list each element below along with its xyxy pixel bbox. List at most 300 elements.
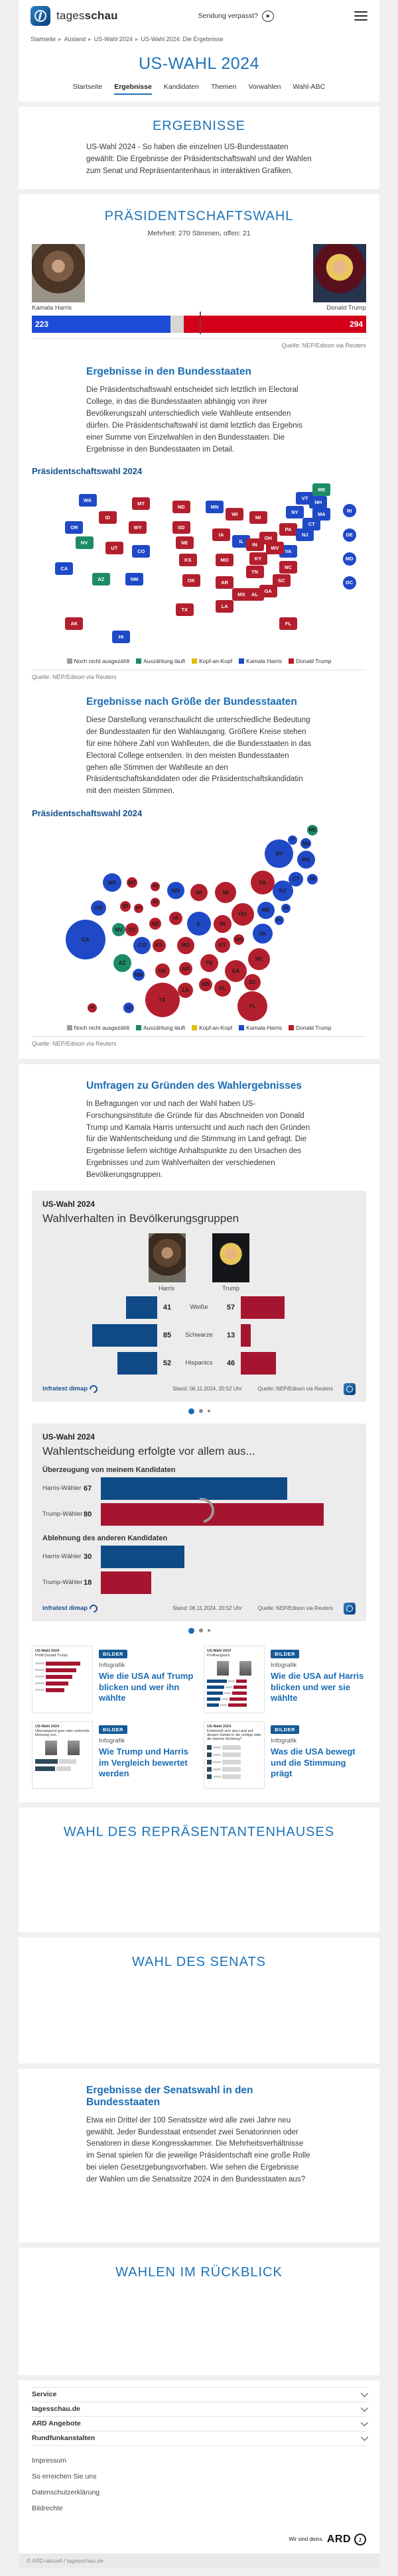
- bubble-TX[interactable]: TX: [145, 983, 180, 1017]
- sendung-verpasst-link[interactable]: [198, 11, 274, 22]
- bubble-MS[interactable]: MS: [199, 978, 212, 991]
- state-AZ[interactable]: AZ: [92, 573, 110, 585]
- voter-group-label: Harris-Wähler: [42, 1485, 82, 1493]
- teaser-thumbnail: [204, 1646, 265, 1713]
- breadcrumb-separator: ▸: [135, 36, 139, 42]
- ergebnisse-intro-text: US-Wahl 2024 - So haben die einzelnen US-Bundesstaaten gewählt: Die Ergebnisse der Präsidentschaftswahl und der Wahlen zum Senat und Repräsentantenhaus in interaktiven Grafiken.: [86, 143, 312, 175]
- bubble-IN[interactable]: IN: [214, 915, 232, 933]
- thumb-caption: US-Wahl 2024: [207, 1724, 232, 1729]
- state-NH[interactable]: NH: [309, 496, 327, 509]
- state-OK[interactable]: OK: [182, 574, 200, 587]
- state-WV[interactable]: WV: [266, 542, 284, 554]
- state-LA[interactable]: LA: [216, 600, 233, 613]
- footer-accordion-tagesschau-de[interactable]: [32, 2402, 366, 2417]
- legend-swatch: [136, 658, 141, 664]
- trump-column-label: Trump: [222, 1284, 239, 1292]
- site-footer: [19, 2380, 379, 2568]
- state-WI[interactable]: WI: [226, 508, 243, 521]
- bubble-IL[interactable]: IL: [187, 912, 211, 936]
- ergebnisse-heading: ERGEBNISSE: [152, 119, 246, 133]
- legend-item-tight: [192, 1024, 232, 1031]
- state-VA[interactable]: VA: [279, 545, 297, 558]
- thumb-caption2: Überwiegend gute oder schlechte Meinung von...: [35, 1729, 90, 1737]
- kamala-harris-photo: [32, 244, 85, 302]
- teaser-text: [99, 1721, 194, 1789]
- carousel-dot[interactable]: [199, 1409, 203, 1413]
- us-states-bubble-cartogram: [32, 822, 366, 1018]
- harris-column-label: Harris: [159, 1284, 175, 1292]
- bubble-MO[interactable]: MO: [177, 937, 194, 954]
- state-FL[interactable]: FL: [279, 617, 297, 630]
- harris-bar: [101, 1477, 287, 1500]
- bubble-legend: [19, 1024, 379, 1031]
- legend-swatch: [192, 658, 197, 664]
- legend-swatch: [136, 1025, 141, 1030]
- state-WY[interactable]: WY: [129, 521, 147, 534]
- legend-label: Noch nicht ausgezählt: [74, 658, 130, 665]
- trump-bar: [241, 1352, 276, 1375]
- size-results-heading: Ergebnisse nach Größe der Bundesstaaten: [86, 696, 297, 708]
- footer-accordion-service[interactable]: [32, 2387, 366, 2402]
- sendung-verpasst-label: Sendung verpasst?: [198, 12, 259, 20]
- bubble-CO[interactable]: CO: [133, 937, 151, 954]
- carousel-dot-active[interactable]: [188, 1628, 194, 1634]
- bubble-NY[interactable]: NY: [265, 839, 293, 868]
- state-HI[interactable]: HI: [112, 631, 130, 643]
- map-chart-label: Präsidentschaftswahl 2024: [32, 466, 143, 477]
- rueckblick-card: [19, 2248, 379, 2375]
- legend-swatch: [239, 658, 244, 664]
- footer-accordion-rundfunkanstalten[interactable]: [32, 2431, 366, 2446]
- teaser-title[interactable]: Wie Trump und Harris im Vergleich bewertet werden: [99, 1746, 188, 1779]
- legend-swatch: [289, 1025, 294, 1030]
- teaser-title[interactable]: Wie die USA auf Trump blicken und wer ihn wählte: [99, 1670, 194, 1703]
- bubble-NC[interactable]: NC: [248, 948, 270, 970]
- legend-label: Auszählung läuft: [143, 1024, 186, 1031]
- bubble-AR[interactable]: AR: [179, 962, 192, 975]
- harris-bar: [117, 1352, 157, 1375]
- bubble-OH[interactable]: OH: [232, 903, 254, 926]
- state-RI[interactable]: RI: [343, 504, 356, 517]
- legend-label: Kopf-an-Kopf: [199, 658, 233, 665]
- tab-ergebnisse[interactable]: Ergebnisse: [114, 83, 152, 95]
- bubble-OR[interactable]: OR: [91, 900, 106, 916]
- ergebnisse-card: [19, 107, 379, 189]
- tab-vorwahlen[interactable]: Vorwahlen: [248, 83, 281, 91]
- state-UT[interactable]: UT: [105, 542, 123, 554]
- footer-link[interactable]: Bildrechte: [32, 2504, 63, 2512]
- state-OH[interactable]: OH: [259, 532, 277, 544]
- teaser-text: [99, 1646, 194, 1713]
- legend-swatch: [67, 1025, 72, 1030]
- bubble-MN[interactable]: MN: [167, 882, 184, 899]
- bubble-KS[interactable]: KS: [153, 939, 166, 952]
- bubble-MT[interactable]: MT: [127, 877, 137, 888]
- tab-themen[interactable]: Themen: [210, 83, 237, 91]
- trump-mini-photo: [212, 1233, 249, 1282]
- group-label: Hispanics: [185, 1359, 213, 1367]
- footer-link[interactable]: Datenschutzerklärung: [32, 2488, 100, 2496]
- tagesschau-mini-logo: [344, 1603, 356, 1615]
- trump-value: 13: [226, 1331, 235, 1339]
- bilder-badge: BILDER: [99, 1725, 127, 1734]
- state-CO[interactable]: CO: [132, 545, 150, 558]
- bubble-DE[interactable]: DE: [281, 904, 291, 913]
- bubble-RI[interactable]: RI: [307, 874, 318, 885]
- bubble-WA[interactable]: WA: [103, 873, 121, 892]
- accordion-label: Rundfunkanstalten: [32, 2434, 96, 2443]
- bubble-TN[interactable]: TN: [200, 954, 218, 972]
- legend-label: Kopf-an-Kopf: [199, 1024, 233, 1031]
- candidate-row: [32, 244, 366, 316]
- bubble-AZ[interactable]: AZ: [113, 954, 131, 972]
- senat-heading: WAHL DES SENATS: [131, 1954, 267, 1969]
- umfragen-heading: Umfragen zu Gründen des Wahlergebnisses: [86, 1080, 302, 1091]
- footer-accordion-ard-angebote[interactable]: [32, 2417, 366, 2431]
- bubble-KY[interactable]: KY: [215, 938, 230, 953]
- chevron-down-icon: [361, 2419, 368, 2426]
- bubble-MD[interactable]: MD: [257, 902, 275, 919]
- harris-mini-photo: [149, 1233, 186, 1282]
- state-TN[interactable]: TN: [246, 566, 264, 578]
- state-MO[interactable]: MO: [216, 554, 233, 566]
- teaser-item[interactable]: [32, 1721, 194, 1789]
- breadcrumb-item[interactable]: US-Wahl 2024: Die Ergebnisse: [141, 36, 224, 42]
- state-MN[interactable]: MN: [206, 501, 224, 513]
- teaser-thumbnail: [204, 1721, 265, 1789]
- trump-name: Donald Trump: [326, 304, 366, 312]
- legend-swatch: [289, 658, 294, 664]
- harris-segment: [32, 316, 170, 333]
- teaser-text: [271, 1721, 366, 1789]
- legend-item-tight: [192, 658, 232, 664]
- teaser-type-label: Infografik: [271, 1737, 297, 1745]
- bubble-WV[interactable]: WV: [233, 934, 244, 945]
- group-label: Weiße: [190, 1304, 208, 1312]
- demographics-chart: [42, 1296, 356, 1375]
- carousel-dot[interactable]: [208, 1629, 210, 1632]
- teaser-thumbnail: [32, 1721, 93, 1789]
- legend-item-harris: [239, 658, 282, 664]
- voter-group-value: 80: [84, 1510, 92, 1518]
- ard-one-icon: 1: [353, 2532, 367, 2546]
- hero: [19, 48, 379, 101]
- bubble-GA[interactable]: GA: [225, 960, 247, 982]
- senatswahl-heading: Ergebnisse der Senatswahl in den Bundesstaaten: [86, 2084, 253, 2108]
- state-IL[interactable]: IL: [232, 535, 250, 548]
- demographics-row: [42, 1323, 356, 1347]
- chevron-down-icon: [361, 2433, 368, 2441]
- state-AL[interactable]: AL: [246, 588, 264, 601]
- bubble-OK[interactable]: OK: [155, 963, 170, 978]
- senatswahl-ergebnisse-card: [19, 2069, 379, 2242]
- state-MS[interactable]: MS: [232, 588, 250, 601]
- harris-name: Kamala Harris: [32, 304, 72, 312]
- bubble-ID[interactable]: ID: [120, 901, 131, 912]
- source-note: Quelle: NEP/Edison via Reuters: [281, 342, 366, 349]
- us-states-map: [32, 480, 366, 651]
- bubble-MI[interactable]: MI: [215, 882, 236, 903]
- trump-bar: [241, 1296, 285, 1319]
- state-WA[interactable]: WA: [79, 494, 97, 507]
- state-GA[interactable]: GA: [259, 585, 277, 597]
- bubble-NE[interactable]: NE: [149, 918, 161, 930]
- legend-label: Kamala Harris: [246, 1024, 283, 1031]
- states-results-text: Die Präsidentschaftswahl entscheidet sich letztlich im Electoral College, in das die Bundesstaaten abhängig von ihrer Bevölkerungszahl unterschiedlich viele Wahlleute entsenden dürfen. Die Präsidentschaftswahl ist damit letztlich das Ergebnis einer Summe von Einzelwahlen in den Bundesstaaten. Die Ergebnisse in den Bundesstaaten im Detail.: [86, 386, 302, 454]
- motivation-row: [42, 1477, 356, 1501]
- teaser-type-label: Infografik: [271, 1661, 297, 1669]
- bilder-badge: BILDER: [271, 1650, 299, 1658]
- site-header: [19, 0, 379, 32]
- bubble-AK[interactable]: AK: [88, 1003, 97, 1012]
- state-MA[interactable]: MA: [312, 508, 330, 521]
- breadcrumb-item[interactable]: Startseite: [31, 36, 56, 42]
- legend-item-undecided: [67, 658, 130, 664]
- donald-trump-photo: [313, 244, 366, 302]
- ard-claim: Wir sind deins.: [289, 2536, 324, 2543]
- breadcrumb-item[interactable]: Ausland: [64, 36, 86, 42]
- infratest-dimap-logo: infratest dimap: [42, 1605, 98, 1613]
- infographic2-kicker: US-Wahl 2024: [42, 1432, 95, 1441]
- bubble-NH[interactable]: NH: [300, 838, 311, 849]
- infographic1-kicker: US-Wahl 2024: [42, 1199, 95, 1209]
- trump-electoral-votes: 294: [349, 320, 363, 330]
- state-VT[interactable]: VT: [296, 492, 314, 505]
- harris-bar: [92, 1324, 157, 1347]
- praesidentschaftswahl-card: [19, 194, 379, 1059]
- voter-group-label: Trump-Wähler: [42, 1510, 83, 1518]
- praesidentschaftswahl-heading: PRÄSIDENTSCHAFTSWAHL: [104, 209, 294, 224]
- trump-value: 57: [226, 1303, 235, 1312]
- state-NY[interactable]: NY: [286, 506, 304, 519]
- voter-group-value: 67: [84, 1484, 92, 1493]
- stand-note: Stand: 06.11.2024, 20:52 Uhr: [172, 1605, 242, 1612]
- state-MT[interactable]: MT: [132, 497, 150, 510]
- tab-kandidaten[interactable]: Kandidaten: [163, 83, 199, 91]
- majority-marker: [200, 312, 201, 334]
- state-NM[interactable]: NM: [125, 573, 143, 585]
- state-AR[interactable]: AR: [216, 576, 233, 589]
- legend-item-undecided: [67, 1024, 130, 1031]
- group-label: Schwarze: [185, 1331, 213, 1339]
- infratest-dimap-logo: infratest dimap: [42, 1385, 98, 1393]
- state-NJ[interactable]: NJ: [296, 528, 314, 541]
- state-DC[interactable]: DC: [343, 576, 356, 589]
- state-NV[interactable]: NV: [76, 536, 94, 549]
- thumb-caption: US-Wahl 2024: [35, 1648, 60, 1653]
- bubble-FL[interactable]: FL: [237, 991, 267, 1021]
- infographic1-title: Wahlverhalten in Bevölkerungsgruppen: [42, 1211, 239, 1225]
- bubble-source-note: Quelle: NEP/Edison via Reuters: [32, 1040, 117, 1047]
- bubble-NM[interactable]: NM: [133, 969, 145, 981]
- legend-label: Kamala Harris: [246, 658, 283, 665]
- harris-value: 85: [163, 1331, 172, 1339]
- voter-group-value: 18: [84, 1578, 92, 1587]
- infographic-wahlentscheidung: [32, 1424, 366, 1621]
- bubble-HI[interactable]: HI: [123, 1003, 134, 1013]
- harris-electoral-votes: 223: [35, 320, 49, 330]
- state-SC[interactable]: SC: [273, 574, 291, 587]
- teaser-grid: [32, 1646, 366, 1789]
- accordion-label: Service: [32, 2390, 57, 2399]
- ard-wordmark: ARD: [326, 2533, 351, 2545]
- thumb-caption2: Profilvergleich: [207, 1653, 230, 1658]
- teaser-title[interactable]: Was die USA bewegt und die Stimmung prägt: [271, 1746, 356, 1779]
- state-KS[interactable]: KS: [179, 554, 197, 566]
- bubble-DC[interactable]: DC: [275, 916, 284, 925]
- state-IA[interactable]: IA: [212, 528, 230, 541]
- tagesschau-mini-logo: [344, 1383, 356, 1395]
- open-segment: [170, 316, 184, 333]
- bubble-WI[interactable]: WI: [190, 884, 208, 901]
- thumb-caption2: Entwickelt sich das Land auf diesem Gebiet in die richtige oder die falsche Richtung?: [207, 1729, 261, 1741]
- harris-value: 41: [163, 1303, 172, 1312]
- chevron-down-icon: [361, 2404, 368, 2412]
- bubble-IA[interactable]: IA: [169, 912, 182, 925]
- bubble-UT[interactable]: UT: [125, 923, 139, 936]
- chevron-down-icon: [361, 2390, 368, 2397]
- motivation-row: [42, 1571, 356, 1595]
- rueckblick-heading: WAHLEN IM RÜCKBLICK: [115, 2264, 283, 2280]
- bubble-NJ[interactable]: NJ: [273, 881, 293, 901]
- state-KY[interactable]: KY: [249, 552, 267, 565]
- state-TX[interactable]: TX: [176, 603, 194, 616]
- bubble-AL[interactable]: AL: [214, 980, 231, 997]
- motivation-chart: [42, 1466, 356, 1595]
- teaser-text: [271, 1646, 366, 1713]
- legend-item-trump: [289, 658, 331, 664]
- footer-links: [32, 2453, 366, 2516]
- umfragen-text: In Befragungen vor und nach der Wahl haben US-Forschungsinstitute die Gründe für das Abschneiden von Donald Trump und Kamala Harris untersucht und auch nach den Gründen für die Wahlentscheidung und die Stimmung im Land gefragt. Die Ergebnisse liefern wichtige Anhaltspunkte zu den Ursachen des Ergebnisses und zum Wahlverhalten der verschiedenen Bevölkerungsgruppen.: [86, 1100, 310, 1179]
- footer-link[interactable]: So erreichen Sie uns: [32, 2472, 97, 2481]
- play-icon[interactable]: ▶: [262, 11, 274, 22]
- breadcrumb-separator: ▸: [88, 36, 92, 42]
- state-MD[interactable]: MD: [343, 552, 356, 566]
- map-source-note: Quelle: NEP/Edison via Reuters: [32, 674, 117, 681]
- bubble-MA[interactable]: MA: [297, 851, 315, 869]
- page-title: US-WAHL 2024: [139, 54, 259, 73]
- majority-note: Mehrheit: 270 Stimmen, offen: 21: [147, 229, 251, 238]
- infographic2-source: Quelle: NEP/Edison via Reuters: [257, 1605, 333, 1612]
- state-PA[interactable]: PA: [279, 523, 297, 536]
- carousel-dots: [19, 1408, 379, 1414]
- bubble-LA[interactable]: LA: [178, 983, 193, 998]
- thumb-caption: US-Wahl 2024: [207, 1648, 232, 1653]
- breadcrumb-separator: ▸: [58, 36, 62, 42]
- bubble-WY[interactable]: WY: [134, 904, 143, 913]
- tab-startseite[interactable]: Startseite: [72, 83, 103, 91]
- state-DE[interactable]: DE: [343, 528, 356, 542]
- harris-value: 52: [163, 1359, 172, 1367]
- breadcrumb: [19, 32, 379, 48]
- repraesentantenhaus-card: [19, 1808, 379, 1932]
- teaser-title[interactable]: Wie die USA auf Harris blicken und wer sie wählte: [271, 1670, 364, 1703]
- footer-link[interactable]: Impressum: [32, 2456, 66, 2465]
- trump-segment: [184, 316, 366, 333]
- carousel-dot[interactable]: [208, 1410, 210, 1412]
- state-ND[interactable]: ND: [172, 501, 190, 513]
- motivation-row: [42, 1545, 356, 1569]
- trump-bar: [101, 1571, 151, 1594]
- bubble-NV[interactable]: NV: [112, 923, 125, 936]
- breadcrumb-item[interactable]: US-Wahl 2024: [94, 36, 133, 42]
- voter-group-label: Trump-Wähler: [42, 1579, 83, 1587]
- bubble-ND[interactable]: ND: [151, 882, 160, 891]
- state-IN[interactable]: IN: [246, 538, 264, 551]
- legend-item-counting: [136, 1024, 185, 1031]
- hamburger-menu-icon[interactable]: [354, 11, 367, 21]
- bubble-chart-label: Präsidentschaftswahl 2024: [32, 808, 143, 818]
- state-SD[interactable]: SD: [172, 521, 190, 534]
- bubble-VT[interactable]: VT: [288, 835, 297, 845]
- tagesschau-logo-icon[interactable]: [31, 6, 50, 26]
- state-ME[interactable]: ME: [312, 483, 330, 496]
- bubble-CT[interactable]: CT: [289, 872, 303, 887]
- senat-card: [19, 1937, 379, 2063]
- state-MI[interactable]: MI: [249, 511, 267, 524]
- accordion-label: ARD Angebote: [32, 2420, 81, 2428]
- carousel-dot[interactable]: [199, 1628, 203, 1632]
- legend-swatch: [67, 658, 72, 664]
- bubble-SC[interactable]: SC: [244, 974, 261, 991]
- footer-accordions: [32, 2387, 366, 2446]
- map-legend: [19, 658, 379, 664]
- states-results-heading: Ergebnisse in den Bundesstaaten: [86, 366, 251, 378]
- infographic2-title: Wahlentscheidung erfolgte vor allem aus...: [42, 1444, 255, 1457]
- infographic-wahlverhalten: [32, 1191, 366, 1402]
- harris-bar: [126, 1296, 157, 1319]
- stand-note: Stand: 06.11.2024, 20:52 Uhr: [172, 1386, 242, 1392]
- tagesschau-wordmark[interactable]: tagesschau: [56, 9, 118, 22]
- teaser-thumbnail: [32, 1646, 93, 1713]
- carousel-dots: [19, 1628, 379, 1634]
- infographic1-source: Quelle: NEP/Edison via Reuters: [257, 1386, 333, 1392]
- carousel-dot-active[interactable]: [188, 1408, 194, 1414]
- motivation-group-heading: Überzeugung von meinem Kandidaten: [42, 1465, 176, 1474]
- state-CT[interactable]: CT: [302, 518, 320, 530]
- voter-group-label: Harris-Wähler: [42, 1553, 82, 1561]
- legend-item-harris: [239, 1024, 282, 1031]
- legend-swatch: [192, 1025, 197, 1030]
- bubble-VA[interactable]: VA: [253, 924, 273, 944]
- thumb-caption2: Profil Donald Trump: [35, 1653, 68, 1658]
- section-tabs: [19, 83, 379, 101]
- teaser-item[interactable]: [32, 1646, 194, 1713]
- teaser-item[interactable]: [204, 1646, 366, 1713]
- size-results-text: Diese Darstellung veranschaulicht die unterschiedliche Bedeutung der Bundesstaaten für den Wahlausgang. Größere Kreise stehen für eine höhere Zahl von Wahlleuten, die die Bundesstaaten in das Electoral College entsenden. In den meisten Bundesstaaten gehen alle Stimmen der Wahlleute an den Präsidentschaftskandidaten oder die Präsidentschaftskandidatin mit den meisten Stimmen.: [86, 716, 312, 796]
- bubble-CA[interactable]: CA: [66, 920, 105, 959]
- teaser-item[interactable]: [204, 1721, 366, 1789]
- electoral-vote-bar[interactable]: [32, 316, 366, 333]
- legend-label: Auszählung läuft: [143, 658, 186, 665]
- state-ID[interactable]: ID: [99, 511, 117, 524]
- legend-label: Donald Trump: [296, 658, 332, 665]
- bubble-ME[interactable]: ME: [307, 825, 318, 835]
- state-NC[interactable]: NC: [279, 561, 297, 574]
- state-AK[interactable]: AK: [65, 617, 83, 630]
- bilder-badge: BILDER: [99, 1650, 127, 1658]
- accordion-label: tagesschau.de: [32, 2405, 80, 2414]
- trump-bar: [241, 1324, 251, 1347]
- motivation-group-heading: Ablehnung des anderen Kandidaten: [42, 1534, 168, 1542]
- state-OR[interactable]: OR: [65, 521, 83, 534]
- state-CA[interactable]: CA: [55, 562, 73, 575]
- bubble-SD[interactable]: SD: [151, 898, 160, 907]
- legend-label: Donald Trump: [296, 1024, 332, 1031]
- bubble-PA[interactable]: PA: [251, 871, 275, 894]
- state-NE[interactable]: NE: [176, 536, 194, 549]
- tab-wahl-abc[interactable]: Wahl-ABC: [293, 83, 326, 91]
